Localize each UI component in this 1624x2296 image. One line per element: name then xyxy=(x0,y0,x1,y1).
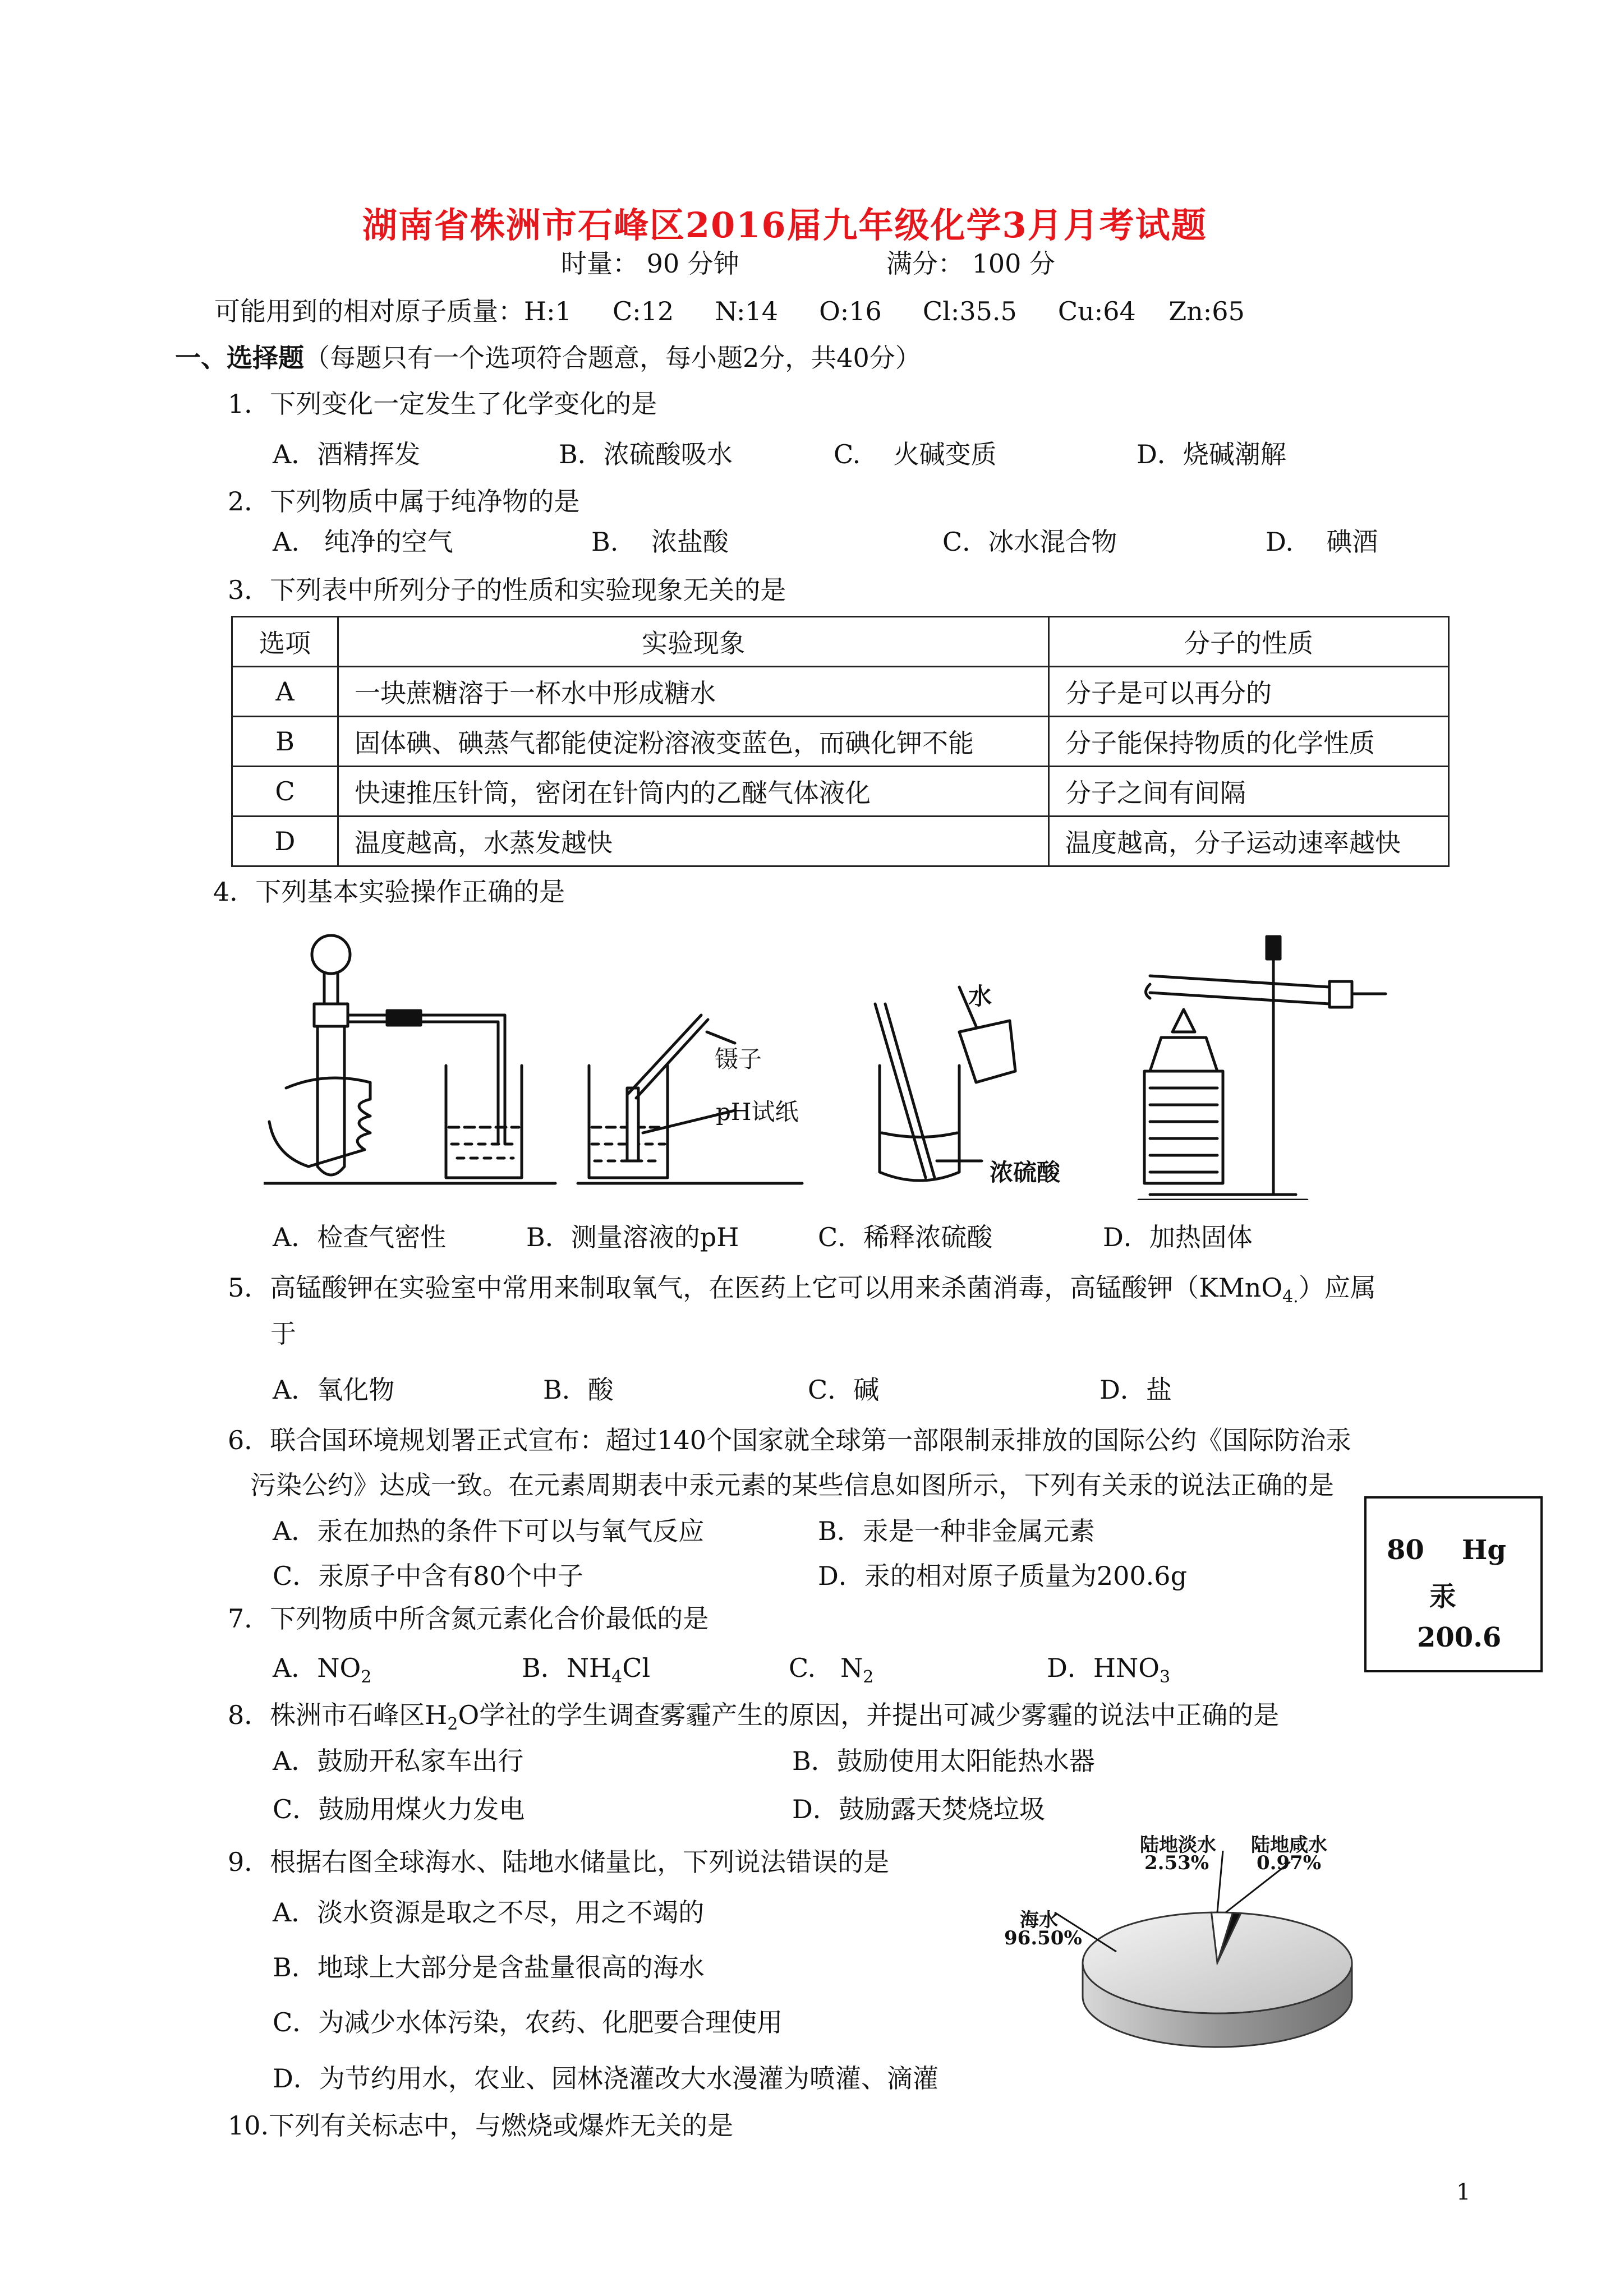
cell-option: D xyxy=(232,817,338,866)
page-number: 1 xyxy=(1456,2179,1471,2205)
heating-solid-apparatus xyxy=(1139,937,1386,1200)
element-symbol: Hg xyxy=(1462,1534,1506,1566)
header-property: 分子的性质 xyxy=(1049,617,1449,667)
cell-phenomenon: 固体碘、碘蒸气都能使淀粉溶液变蓝色，而碘化钾不能 xyxy=(338,717,1049,767)
q6-stem-line1: 6．联合国环境规划署正式宣布：超过140个国家就全球第一部限制汞排放的国际公约《国际防治汞 xyxy=(228,1425,1352,1455)
q8-option-b: B．鼓励使用太阳能热水器 xyxy=(792,1746,1095,1776)
section-note: （每题只有一个选项符合题意，每小题2分，共40分） xyxy=(304,343,921,373)
q7-b-text: B．NH xyxy=(522,1653,612,1683)
exam-score: 满分： 100 分 xyxy=(886,248,1056,279)
pie-slices xyxy=(1083,1912,1352,2013)
table-header-row xyxy=(232,617,1449,667)
airtightness-check-apparatus xyxy=(264,935,555,1183)
section-heading xyxy=(175,341,921,375)
label-water: 水 xyxy=(968,983,992,1010)
q5-stem-subscript: 4. xyxy=(1282,1287,1299,1307)
q7-b-sub: 4 xyxy=(611,1667,623,1688)
mercury-element-card xyxy=(1364,1496,1543,1672)
label-tweezers: 镊子 xyxy=(715,1045,762,1073)
q1-stem: 1．下列变化一定发生了化学变化的是 xyxy=(228,389,657,419)
label-ph-paper: pH试纸 xyxy=(716,1098,799,1126)
cell-option: C xyxy=(232,767,338,817)
q6-option-c: C．汞原子中含有80个中子 xyxy=(273,1561,583,1591)
pie-label-salt: 陆地咸水 xyxy=(1251,1834,1327,1856)
q7-d-text: D．HNO xyxy=(1047,1653,1160,1683)
atomic-masses: 可能用到的相对原子质量：H:1 C:12 N:14 O:16 Cl:35.5 Cu:64 Zn:65 xyxy=(214,296,1245,326)
q8-stem-pre: 8．株洲市石峰区H xyxy=(228,1700,448,1730)
q7-a-text: A．NO xyxy=(273,1653,361,1683)
q3-stem: 3．下列表中所列分子的性质和实验现象无关的是 xyxy=(228,575,786,605)
q7-d-sub: 3 xyxy=(1159,1667,1171,1688)
q1-option-b: B．浓硫酸吸水 xyxy=(559,439,733,469)
element-number: 80 xyxy=(1387,1534,1424,1566)
q5-stem-end: ）应属 xyxy=(1298,1273,1376,1303)
leader-fresh xyxy=(1217,1851,1223,1912)
q8-option-a: A．鼓励开私家车出行 xyxy=(273,1746,524,1776)
q5-stem-line1 xyxy=(228,1271,1376,1314)
table-row xyxy=(232,817,1449,866)
q4-option-b: B．测量溶液的pH xyxy=(526,1222,739,1252)
q9-option-b: B．地球上大部分是含盐量很高的海水 xyxy=(273,1952,705,1983)
q5-stem-main: 5．高锰酸钾在实验室中常用来制取氧气，在医药上它可以用来杀菌消毒，高锰酸钾（KMnO xyxy=(228,1273,1283,1303)
q6-stem-line2: 污染公约》达成一致。在元素周期表中汞元素的某些信息如图所示，下列有关汞的说法正确的是 xyxy=(250,1470,1334,1500)
q7-stem: 7．下列物质中所含氮元素化合价最低的是 xyxy=(228,1603,709,1634)
q8-stem-post: O学社的学生调查雾霾产生的原因，并提出可减少雾霾的说法中正确的是 xyxy=(458,1700,1280,1730)
q5-option-d: D．盐 xyxy=(1099,1375,1172,1405)
q2-option-d: D. 碘酒 xyxy=(1266,527,1378,557)
cell-property: 分子之间有间隔 xyxy=(1049,767,1449,817)
q4-option-c: C．稀释浓硫酸 xyxy=(818,1222,993,1252)
q8-stem-sub: 2 xyxy=(447,1714,458,1735)
pie-label-fresh: 陆地淡水 xyxy=(1140,1834,1216,1856)
q9-option-a: A．淡水资源是取之不尽，用之不竭的 xyxy=(273,1897,705,1928)
q7-c-sub: 2 xyxy=(863,1667,874,1688)
q8-stem xyxy=(228,1698,1279,1741)
page-title: 湖南省株洲市石峰区2016届九年级化学3月月考试题 xyxy=(362,205,1207,246)
cell-property: 温度越高，分子运动速率越快 xyxy=(1049,817,1449,866)
q1-option-d: D．烧碱潮解 xyxy=(1137,439,1286,469)
pie-value-fresh: 2.53% xyxy=(1144,1852,1209,1874)
q2-option-c: C．冰水混合物 xyxy=(942,527,1117,557)
element-mass: 200.6 xyxy=(1417,1622,1502,1653)
cell-property: 分子能保持物质的化学性质 xyxy=(1049,717,1449,767)
cell-option: B xyxy=(232,717,338,767)
q4-option-a: A．检查气密性 xyxy=(273,1222,447,1252)
q7-option-d xyxy=(1047,1651,1170,1694)
q8-option-c: C．鼓励用煤火力发电 xyxy=(273,1794,525,1824)
exam-time: 时量： 90 分钟 xyxy=(561,248,739,279)
q3-table xyxy=(231,616,1450,867)
cell-option: A xyxy=(232,667,338,717)
dilute-acid-apparatus xyxy=(875,987,1015,1181)
q2-option-a: A. 纯净的空气 xyxy=(273,527,453,557)
q8-option-d: D．鼓励露天焚烧垃圾 xyxy=(792,1794,1045,1824)
header-option: 选项 xyxy=(232,617,338,667)
q2-option-b: B. 浓盐酸 xyxy=(591,527,729,557)
q6-option-b: B．汞是一种非金属元素 xyxy=(818,1516,1095,1546)
q7-a-sub: 2 xyxy=(361,1667,372,1688)
q7-c-text: C. N xyxy=(789,1653,863,1683)
table-row xyxy=(232,667,1449,717)
q7-option-c xyxy=(789,1651,873,1694)
element-name: 汞 xyxy=(1429,1581,1457,1612)
section-title: 一、选择题 xyxy=(175,343,304,373)
cell-property: 分子是可以再分的 xyxy=(1049,667,1449,717)
cell-phenomenon: 一块蔗糖溶于一杯水中形成糖水 xyxy=(338,667,1049,717)
q1-option-a: A．酒精挥发 xyxy=(273,439,421,469)
q7-option-a xyxy=(273,1651,371,1694)
table-row xyxy=(232,767,1449,817)
header-phenomenon: 实验现象 xyxy=(338,617,1049,667)
pie-value-salt: 0.97% xyxy=(1257,1852,1322,1874)
lab-apparatus-figure xyxy=(264,920,1509,1200)
pie-value-sea: 96.50% xyxy=(1004,1927,1082,1949)
q5-option-c: C．碱 xyxy=(808,1375,880,1405)
q5-option-b: B．酸 xyxy=(543,1375,614,1405)
cell-phenomenon: 快速推压针筒，密闭在针筒内的乙醚气体液化 xyxy=(338,767,1049,817)
q5-stem-line2: 于 xyxy=(270,1318,296,1349)
q2-stem: 2．下列物质中属于纯净物的是 xyxy=(228,486,580,517)
q1-option-c: C. 火碱变质 xyxy=(834,439,997,469)
q7-b-end: Cl xyxy=(622,1653,651,1683)
pie-label-sea: 海水 xyxy=(1020,1909,1058,1931)
q6-option-d: D．汞的相对原子质量为200.6g xyxy=(818,1561,1188,1591)
q9-stem: 9．根据右图全球海水、陆地水储量比，下列说法错误的是 xyxy=(228,1847,890,1877)
label-conc-acid: 浓硫酸 xyxy=(990,1159,1061,1186)
q6-option-a: A．汞在加热的条件下可以与氧气反应 xyxy=(273,1516,705,1546)
table-row xyxy=(232,717,1449,767)
q10-stem: 10.下列有关标志中，与燃烧或爆炸无关的是 xyxy=(228,2110,734,2141)
q5-option-a: A．氧化物 xyxy=(273,1375,395,1405)
cell-phenomenon: 温度越高，水蒸发越快 xyxy=(338,817,1049,866)
q9-option-c: C．为减少水体污染，农药、化肥要合理使用 xyxy=(273,2007,783,2037)
q4-stem: 4．下列基本实验操作正确的是 xyxy=(213,877,565,907)
q9-option-d: D．为节约用水，农业、园林浇灌改大水漫灌为喷灌、滴灌 xyxy=(273,2063,938,2094)
q4-option-d: D．加热固体 xyxy=(1103,1222,1253,1252)
q7-option-b xyxy=(522,1651,650,1694)
